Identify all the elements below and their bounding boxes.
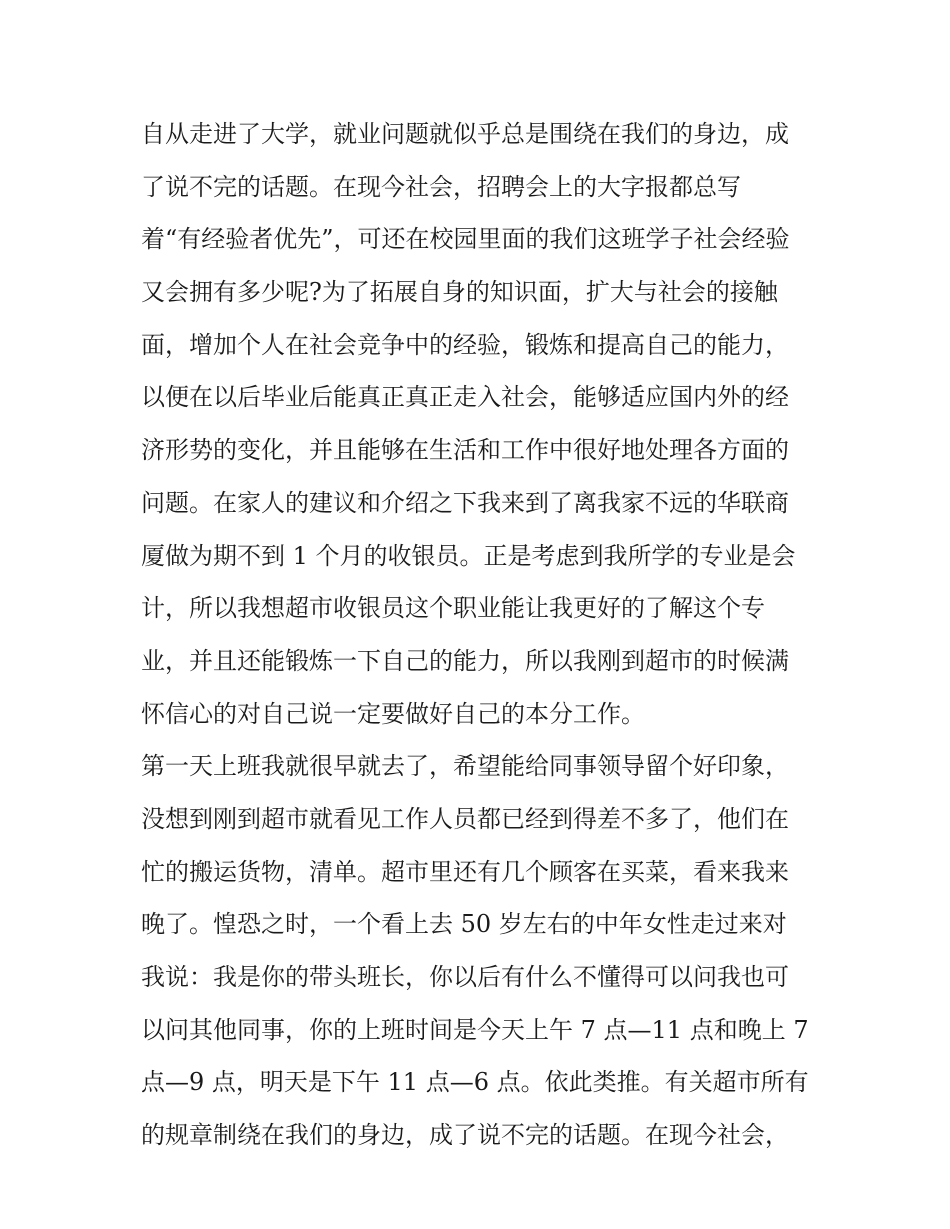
text-line: 面，增加个人在社会竞争中的经验，锻炼和提高自己的能力， bbox=[141, 330, 789, 359]
text-line: 业，并且还能锻炼一下自己的能力，所以我刚到超市的时候满 bbox=[141, 646, 789, 675]
text-line: 济形势的变化，并且能够在生活和工作中很好地处理各方面的 bbox=[141, 436, 789, 465]
text-line: 计，所以我想超市收银员这个职业能让我更好的了解这个专 bbox=[141, 594, 765, 623]
text-line: 以便在以后毕业后能真正真正走入社会，能够适应国内外的经 bbox=[141, 383, 789, 412]
text-line: 没想到刚到超市就看见工作人员都已经到得差不多了，他们在 bbox=[141, 804, 789, 833]
text-line: 问题。在家人的建议和介绍之下我来到了离我家不远的华联商 bbox=[141, 488, 789, 517]
body-text bbox=[141, 108, 821, 1162]
text-line: 我说：我是你的带头班长，你以后有什么不懂得可以问我也可 bbox=[141, 963, 789, 991]
text-line: 忙的搬运货物，清单。超市里还有几个顾客在买菜，看来我来 bbox=[141, 857, 789, 886]
text-line: 第一天上班我就很早就去了，希望能给同事领导留个好印象， bbox=[141, 752, 789, 781]
text-line: 的规章制绕在我们的身边，成了说不完的话题。在现今社会， bbox=[141, 1121, 789, 1150]
text-line: 自从走进了大学，就业问题就似乎总是围绕在我们的身边，成 bbox=[141, 120, 789, 148]
text-line: 以问其他同事，你的上班时间是今天上午 7 点—11 点和晚上 7 bbox=[141, 1015, 809, 1044]
text-line: 厦做为期不到 1 个月的收银员。正是考虑到我所学的专业是会 bbox=[141, 541, 796, 570]
text-line: 点—9 点，明天是下午 11 点—6 点。依此类推。有关超市所有 bbox=[141, 1068, 809, 1097]
text-line: 怀信心的对自己说一定要做好自己的本分工作。 bbox=[141, 699, 645, 728]
text-line: 晚了。惶恐之时，一个看上去 50 岁左右的中年女性走过来对 bbox=[141, 910, 787, 939]
text-line: 了说不完的话题。在现今社会，招聘会上的大字报都总写 bbox=[141, 172, 741, 201]
text-line: 又会拥有多少呢?为了拓展自身的知识面，扩大与社会的接触 bbox=[141, 278, 778, 307]
text-line: 着“有经验者优先”，可还在校园里面的我们这班学子社会经验 bbox=[141, 225, 790, 254]
